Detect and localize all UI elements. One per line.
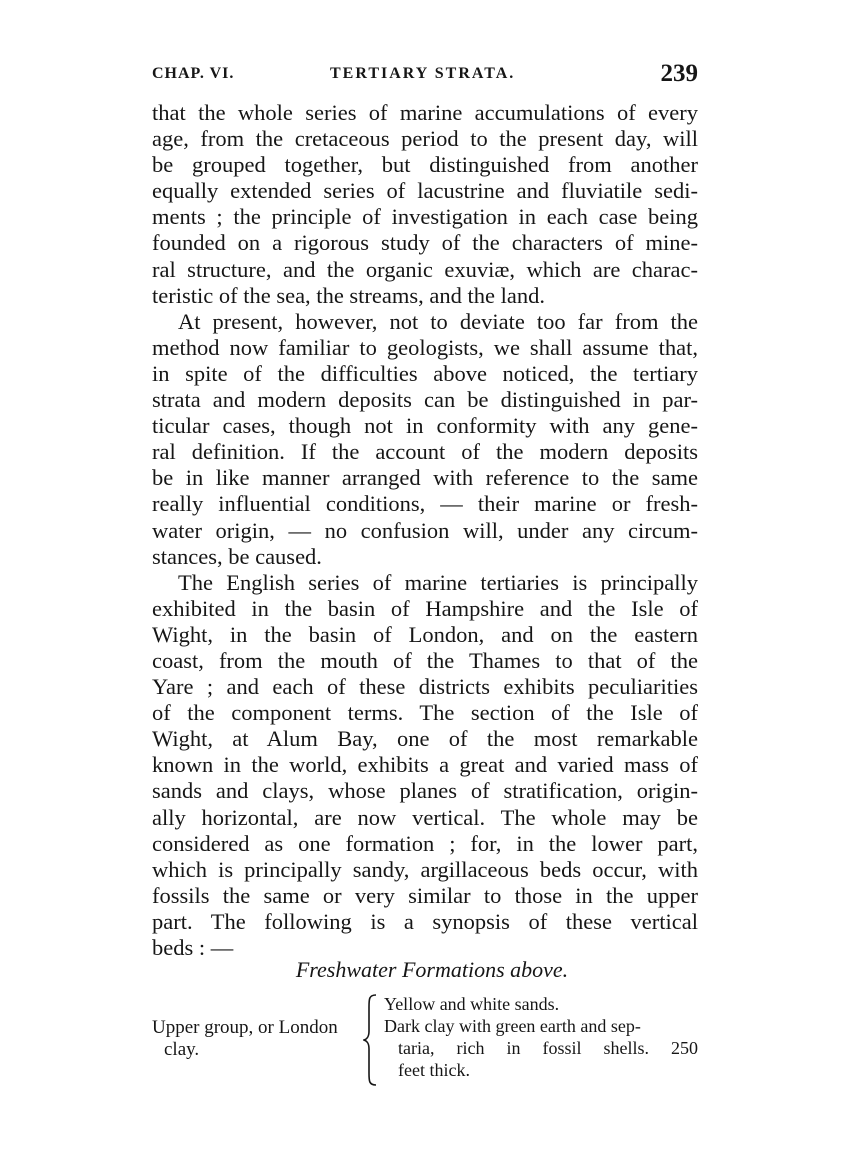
text-line: sands and clays, whose planes of stratification, origin-	[152, 778, 698, 804]
text-line: ral definition. If the account of the modern deposits	[152, 439, 698, 465]
strata-item-line: feet thick.	[398, 1060, 470, 1080]
text-line: beds : —	[152, 935, 234, 960]
text-line: Wight, in the basin of London, and on the eastern	[152, 621, 698, 647]
text-line: teristic of the sea, the streams, and the land.	[152, 282, 545, 308]
text-line: equally extended series of lacustrine and fluviatile sedi-	[152, 178, 698, 204]
running-title: TERTIARY STRATA.	[330, 65, 516, 82]
text-line: founded on a rigorous study of the characters of mine-	[152, 230, 698, 256]
text-line: really influential conditions, — their marine or fresh-	[152, 491, 698, 517]
text-line: age, from the cretaceous period to the present day, will	[152, 126, 698, 152]
text-line: strata and modern deposits can be distinguished in par-	[152, 387, 698, 413]
text-line: exhibited in the basin of Hampshire and the Isle of	[152, 595, 698, 621]
body-text	[152, 100, 698, 961]
section-heading: Freshwater Formations above.	[295, 957, 569, 982]
group-label-line: Upper group, or London	[152, 1017, 338, 1038]
text-line: that the whole series of marine accumulations of every	[152, 100, 698, 125]
text-line: ments ; the principle of investigation in each case being	[152, 204, 698, 230]
strata-item-line: Yellow and white sands.	[384, 994, 560, 1014]
text-line: known in the world, exhibits a great and varied mass of	[152, 752, 698, 778]
text-line: coast, from the mouth of the Thames to that of the	[152, 647, 698, 673]
text-line: ally horizontal, are now vertical. The whole may be	[152, 804, 698, 830]
text-line: At present, however, not to deviate too far from the	[178, 308, 698, 334]
text-line: be in like manner arranged with reference to the same	[152, 465, 698, 491]
text-line: be grouped together, but distinguished from another	[152, 152, 698, 178]
text-line: The English series of marine tertiaries is principally	[178, 569, 698, 595]
page-number: 239	[660, 60, 698, 87]
text-line: ticular cases, though not in conformity with any gene-	[152, 413, 698, 439]
text-line: method now familiar to geologists, we shall assume that,	[152, 334, 698, 360]
text-line: fossils the same or very similar to those in the upper	[152, 882, 698, 908]
strata-group-label	[152, 1017, 338, 1061]
strata-item-line: Dark clay with green earth and sep-	[384, 1016, 641, 1036]
text-line: considered as one formation ; for, in the lower part,	[152, 830, 698, 856]
text-line: Yare ; and each of these districts exhibits peculiarities	[152, 674, 698, 700]
text-line: which is principally sandy, argillaceous beds occur, with	[152, 856, 698, 882]
strata-description	[384, 993, 698, 1081]
strata-synopsis	[152, 993, 698, 1093]
text-line: Wight, at Alum Bay, one of the most remarkable	[152, 726, 698, 752]
running-header	[152, 60, 698, 90]
text-line: stances, be caused.	[152, 543, 322, 569]
text-line: ral structure, and the organic exuviæ, which are charac-	[152, 256, 698, 282]
group-label-line: clay.	[164, 1039, 200, 1060]
chapter-label: CHAP. VI.	[152, 65, 235, 82]
strata-item-line: taria, rich in fossil shells. 250	[398, 1038, 698, 1058]
text-line: part. The following is a synopsis of these vertical	[152, 908, 698, 934]
text-line: water origin, — no confusion will, under any circum-	[152, 517, 698, 543]
curly-brace-icon	[363, 993, 379, 1087]
text-line: of the component terms. The section of the Isle of	[152, 700, 698, 726]
text-line: in spite of the difficulties above noticed, the tertiary	[152, 360, 698, 386]
